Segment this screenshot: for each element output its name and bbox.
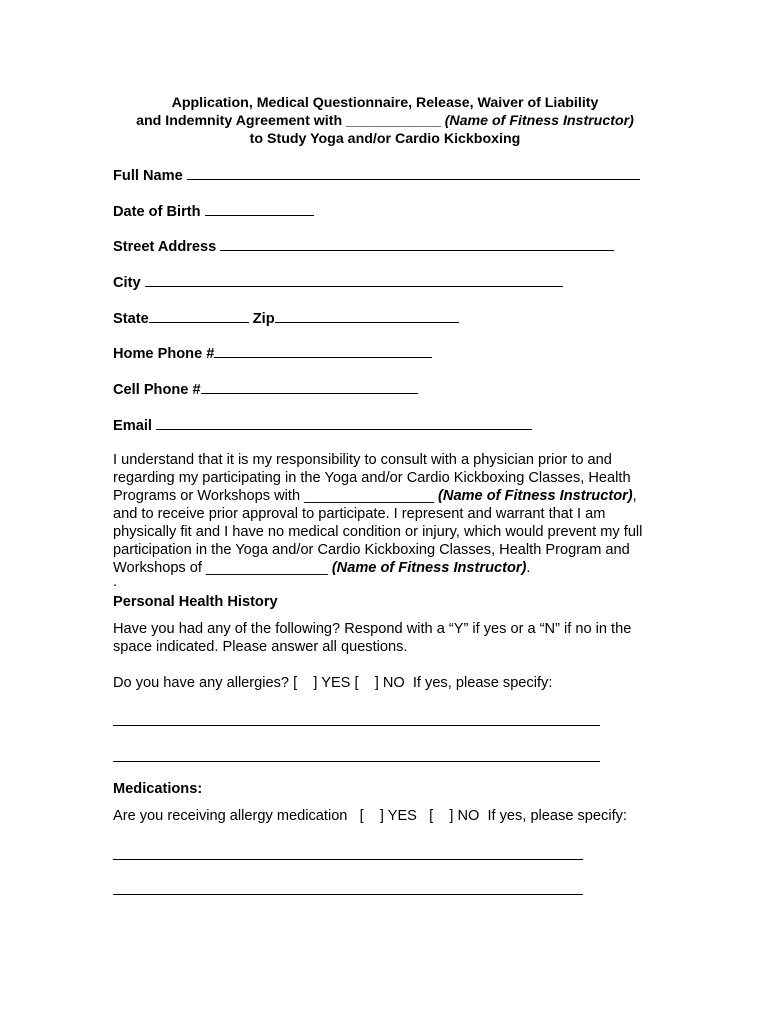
- street-field[interactable]: [113, 236, 614, 256]
- cell-phone-field[interactable]: [113, 379, 418, 399]
- city-line[interactable]: [145, 272, 563, 287]
- state-zip-field[interactable]: [113, 308, 459, 328]
- dob-field[interactable]: [113, 201, 314, 221]
- city-label: City: [113, 275, 141, 291]
- dob-label: Date of Birth: [113, 204, 201, 220]
- title-line-2-text: and Indemnity Agreement with ____________: [136, 113, 445, 129]
- street-label: Street Address: [113, 239, 217, 255]
- medications-heading: Medications:: [113, 781, 203, 797]
- dob-line[interactable]: [205, 201, 314, 216]
- zip-label: Zip: [252, 311, 275, 327]
- health-instructions: Have you had any of the following? Respond with a “Y” if yes or a “N” if no in the space indicated. Please answer all questions.: [113, 621, 632, 655]
- zip-line[interactable]: [275, 308, 459, 323]
- medications-answer-line-1[interactable]: [113, 859, 583, 860]
- state-line[interactable]: [149, 308, 249, 323]
- state-label: State: [113, 311, 149, 327]
- stray-dot: .: [113, 574, 118, 590]
- city-field[interactable]: [113, 272, 563, 292]
- email-field[interactable]: [113, 415, 532, 435]
- home-phone-line[interactable]: [214, 343, 432, 358]
- home-phone-field[interactable]: [113, 343, 432, 363]
- home-phone-label: Home Phone #: [113, 346, 215, 362]
- consent-statement: [113, 451, 658, 577]
- statement-text-1: I understand that it is my responsibility to consult with a physician prior to and regarding my participating in the Yoga and/or Cardio Kickboxing Classes, Health Programs or Workshops with ________________: [113, 452, 631, 504]
- allergies-question: Do you have any allergies? [ ] YES [ ] NO If yes, please specify:: [113, 675, 553, 691]
- title-instructor-placeholder: (Name of Fitness Instructor): [444, 113, 634, 129]
- medications-answer-line-2[interactable]: [113, 894, 583, 895]
- medications-question: Are you receiving allergy medication [ ] YES [ ] NO If yes, please specify:: [113, 808, 627, 824]
- allergies-answer-line-2[interactable]: [113, 761, 600, 762]
- title-line-2: [0, 112, 770, 130]
- statement-text-3: .: [526, 560, 531, 576]
- full-name-line[interactable]: [187, 165, 640, 180]
- email-label: Email: [113, 418, 152, 434]
- allergies-answer-line-1[interactable]: [113, 725, 600, 726]
- statement-instructor-2: (Name of Fitness Instructor): [331, 560, 527, 576]
- health-heading: Personal Health History: [113, 594, 278, 610]
- title-line-1: Application, Medical Questionnaire, Release, Waiver of Liability: [171, 95, 599, 111]
- statement-text-2: , and to receive prior approval to participate. I represent and warrant that I am physically fit and I have no medical condition or injury, which would prevent my full participation in the Yoga and/or Cardio Kickboxing Classes, Health Program and Workshops of _______________: [113, 488, 643, 576]
- full-name-field[interactable]: [113, 165, 640, 185]
- street-line[interactable]: [220, 236, 614, 251]
- email-line[interactable]: [156, 415, 532, 430]
- cell-phone-line[interactable]: [201, 379, 418, 394]
- cell-phone-label: Cell Phone #: [113, 382, 201, 398]
- full-name-label: Full Name: [113, 168, 183, 184]
- title-line-3: to Study Yoga and/or Cardio Kickboxing: [249, 131, 521, 147]
- statement-instructor-1: (Name of Fitness Instructor): [438, 488, 633, 504]
